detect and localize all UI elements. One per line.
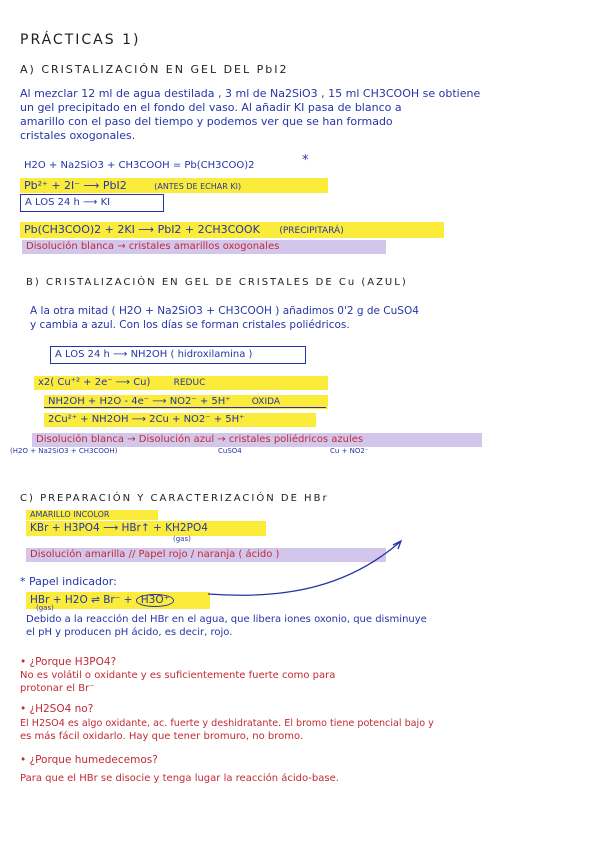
equation-text: Pb(CH3COO)2 + 2KI ⟶ PbI2 + 2CH3COOK [24,223,260,236]
section-a-heading: A) CRISTALIZACIÓN EN GEL DEL PbI2 [20,63,289,76]
circled-h3o: H3O⁺ [136,594,174,607]
paragraph-line: cristales oxogonales. [20,129,136,142]
summary-b: Disolución blanca → Disolución azul → cristales poliédricos azules [32,433,482,447]
paragraph-line: Al mezclar 12 ml de agua destilada , 3 ml de Na2SiO3 , 15 ml CH3COOH se obtiene [20,87,481,100]
summary-b-under-3: Cu + NO2⁻ [330,447,369,455]
mixture-asterisk: * [302,153,309,168]
mixture-line: H2O + Na2SiO3 + CH3COOH = Pb(CH3COO)2 [24,160,255,171]
section-b-heading: B) CRISTALIZACIÓN EN GEL DE CRISTALES DE Cu (AZUL) [26,277,408,288]
hbr-equation: KBr + H3PO4 ⟶ HBr↑ + KH2PO4 [26,521,266,536]
paragraph-line: un gel precipitado en el fondo del vaso. Al añadir KI pasa de blanco a [20,101,402,114]
question-2: • ¿H2SO4 no? [20,703,94,715]
after-24h-box-b: A LOS 24 h ⟶ NH2OH ( hidroxilamina ) [50,346,306,364]
equation-text: HBr + H2O ⇌ Br⁻ + [30,594,133,606]
equation-text: NH2OH + H2O - 4e⁻ ⟶ NO2⁻ + 5H⁺ [48,396,231,407]
oxida-label: OXIDA [251,397,281,407]
question-1: • ¿Porque H3PO4? [20,656,117,668]
summary-b-under-2: CuSO4 [218,447,242,455]
answer-1-line: protonar el Br⁻ [20,683,95,694]
equation-text: Pb²⁺ + 2I⁻ ⟶ PbI2 [24,179,127,192]
answer-2-line: El H2SO4 es algo oxidante, ac. fuerte y deshidratante. El bromo tiene potencial bajo y [20,718,434,729]
summary-b-under-1: (H2O + Na2SiO3 + CH3COOH) [10,447,118,455]
question-3: • ¿Porque humedecemos? [20,754,158,766]
paragraph-line: A la otra mitad ( H2O + Na2SiO3 + CH3COOH ) añadimos 0'2 g de CuSO4 [30,305,419,317]
paragraph-line: amarillo con el paso del tiempo y podemos ver que se han formado [20,115,393,128]
summary-c: Disolución amarilla // Papel rojo / naranja ( ácido ) [26,548,386,562]
color-labels: AMARILLO INCOLOR [26,510,158,520]
equation-note: (PRECIPITARÁ) [279,226,344,236]
equation-text: x2( Cu⁺² + 2e⁻ ⟶ Cu) [38,377,151,388]
gas-label-1: (gas) [173,535,191,543]
after-24h-box-a: A LOS 24 h ⟶ KI [20,194,164,212]
summary-a: Disolución blanca → cristales amarillos oxogonales [22,240,386,254]
answer-3: Para que el HBr se disocie y tenga lugar la reacción ácido-base. [20,773,339,784]
indicator-label: * Papel indicador: [20,575,117,588]
paragraph-line: Debido a la reacción del HBr en el agua, que libera iones oxonio, que disminuye [26,614,427,625]
page-title: PRÁCTICAS 1) [20,32,141,48]
answer-2-line: es más fácil oxidarlo. Hay que tener bromuro, no bromo. [20,731,304,742]
section-c-heading: C) PREPARACIÓN Y CARACTERIZACIÓN DE HBr [20,493,329,504]
reduc-label: REDUC [173,378,206,388]
gas-label-2: (gas) [36,604,54,612]
paragraph-line: y cambia a azul. Con los días se forman cristales poliédricos. [30,319,350,331]
overall-equation: 2Cu²⁺ + NH2OH ⟶ 2Cu + NO2⁻ + 5H⁺ [44,413,316,427]
equation-note: (ANTES DE ECHAR KI) [154,182,242,191]
answer-1-line: No es volátil o oxidante y es suficientemente fuerte como para [20,670,336,681]
paragraph-line: el pH y producen pH ácido, es decir, rojo. [26,627,233,638]
